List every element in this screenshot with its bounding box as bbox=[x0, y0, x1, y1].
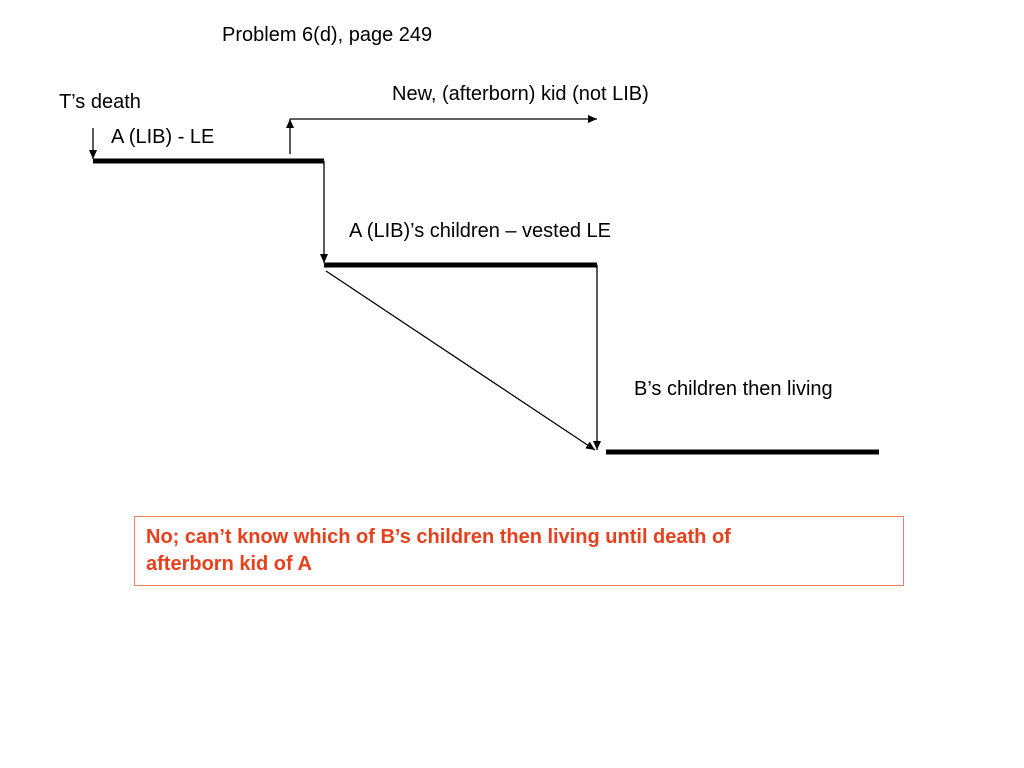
diagonal-arrow bbox=[326, 271, 595, 450]
afterborn-kid-label: New, (afterborn) kid (not LIB) bbox=[392, 83, 649, 105]
answer-line-2: afterborn kid of A bbox=[146, 553, 312, 575]
b-children-label: B’s children then living bbox=[634, 378, 833, 400]
death-label: T’s death bbox=[59, 91, 141, 113]
a-life-estate-label: A (LIB) - LE bbox=[111, 126, 215, 148]
answer-line-1: No; can’t know which of B’s children then living until death of bbox=[146, 526, 731, 548]
answer-box bbox=[134, 516, 904, 586]
problem-title: Problem 6(d), page 249 bbox=[222, 24, 433, 46]
a-children-label: A (LIB)’s children – vested LE bbox=[349, 220, 611, 242]
